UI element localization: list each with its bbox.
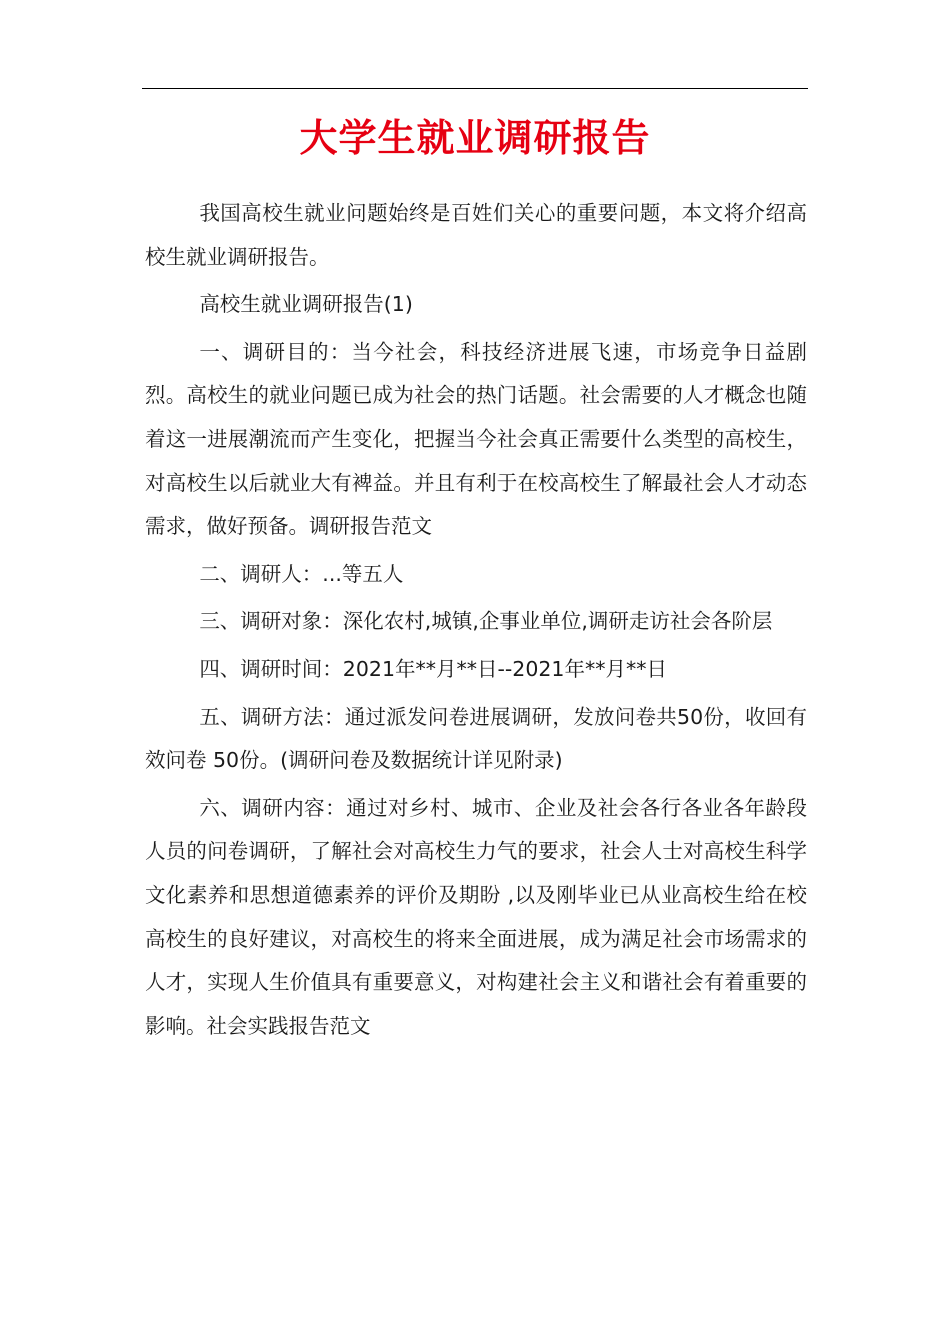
document-body [145,192,807,1052]
researchers-paragraph: 二、调研人：...等五人 [199,561,404,586]
header-rule [142,88,808,89]
section-heading: 高校生就业调研报告(1) [199,292,413,317]
method-paragraph: 五、调研方法：通过派发问卷进展调研，发放问卷共50份，收回有效问卷 50份。(调研问卷及数据统计详见附录) [145,704,807,773]
purpose-paragraph: 一、调研目的：当今社会，科技经济进展飞速，市场竞争日益剧烈。高校生的就业问题已成为社会的热门话题。社会需要的人才概念也随着这一进展潮流而产生变化，把握当今社会真正需要什么类型的高校生，对高校生以后就业大有裨益。并且有利于在校高校生了解最社会人才动态需求，做好预备。调研报告范文 [145,339,807,539]
document-title: 大学生就业调研报告 [299,116,651,160]
subjects-paragraph: 三、调研对象：深化农村,城镇,企事业单位,调研走访社会各阶层 [199,609,773,634]
content-paragraph: 六、调研内容：通过对乡村、城市、企业及社会各行各业各年龄段人员的问卷调研，了解社会对高校生力气的要求，社会人士对高校生科学文化素养和思想道德素养的评价及期盼 ,以及刚毕业已从业高校生给在校高校生的良好建议，对高校生的将来全面进展，成为满足社会市场需求的人才，实现人生价值具有重要意义，对构建社会主义和谐社会有着重要的影响。社会实践报告范文 [145,795,807,1038]
intro-paragraph: 我国高校生就业问题始终是百姓们关心的重要问题，本文将介绍高校生就业调研报告。 [145,201,807,269]
time-paragraph: 四、调研时间：2021年**月**日--2021年**月**日 [199,656,667,681]
